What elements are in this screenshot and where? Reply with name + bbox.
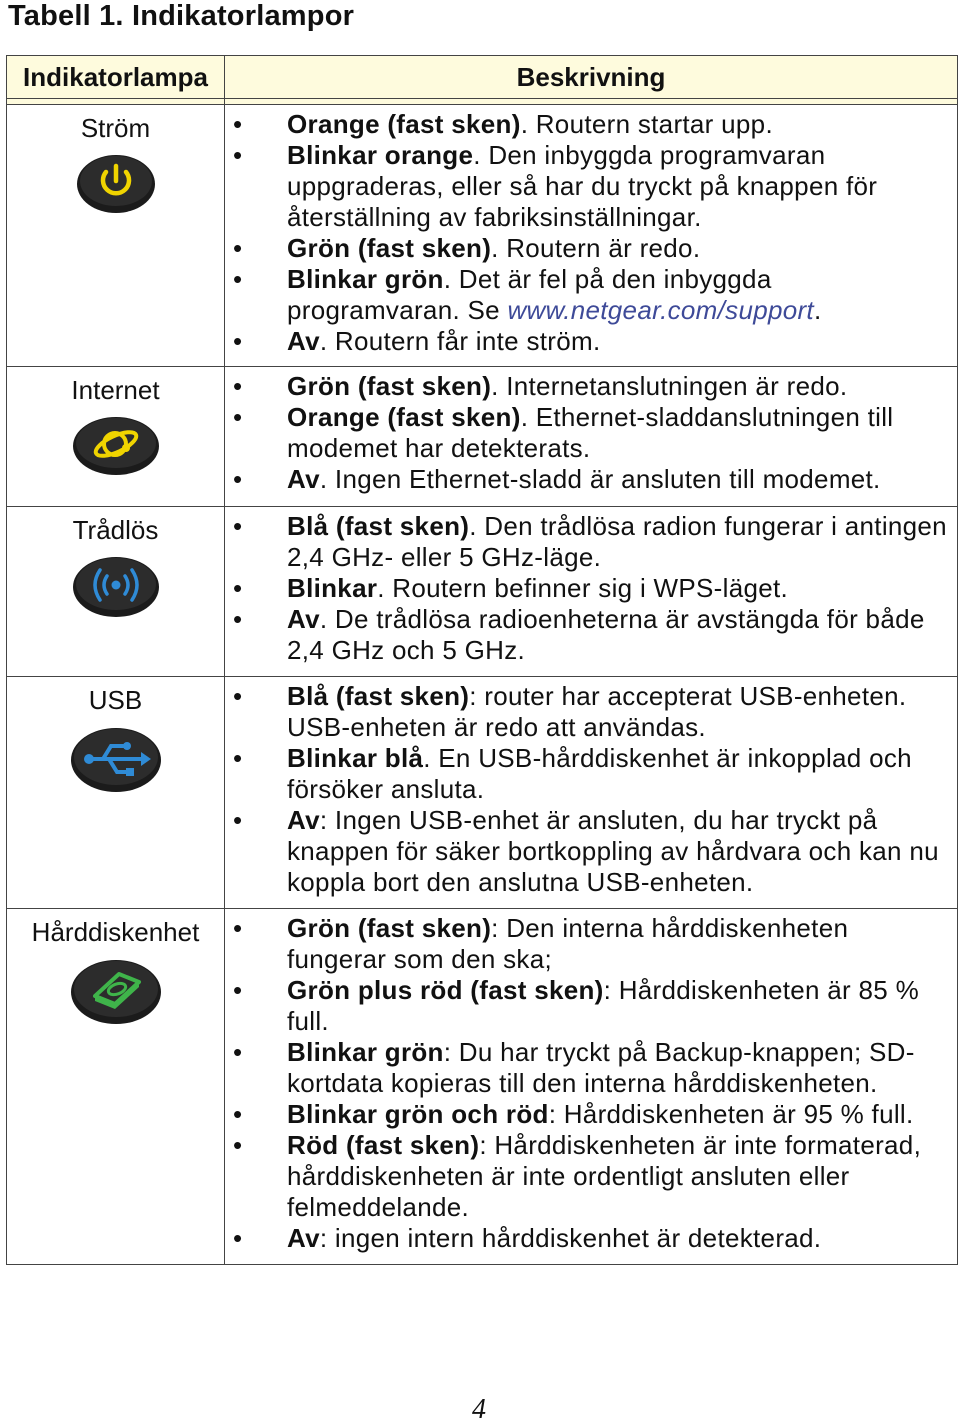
lamp-name: Internet — [71, 375, 160, 405]
internet-icon — [71, 414, 161, 476]
table-row — [7, 507, 958, 677]
table-row — [7, 367, 958, 507]
list-item: • Röd (fast sken): Hårddiskenheten är inte formaterad, hårddiskenheten är inte ordentligt ansluten eller felmeddelande. — [225, 1130, 949, 1223]
list-item: • Grön (fast sken). Routern är redo. — [225, 233, 949, 264]
description-list — [225, 511, 949, 666]
netgear-support-link[interactable]: www.netgear.com/support — [507, 295, 814, 325]
list-item: • Av. Routern får inte ström. — [225, 326, 949, 357]
lamp-name: USB — [88, 685, 143, 715]
table-row — [7, 909, 958, 1265]
list-item: • Blå (fast sken): router har accepterat USB-enheten. USB-enheten är redo att användas. — [225, 681, 949, 743]
list-item: • Av. De trådlösa radioenheterna är avstängda för både 2,4 GHz och 5 GHz. — [225, 604, 949, 666]
page-number: 4 — [472, 1394, 486, 1425]
list-item: • Blinkar grön. Det är fel på den inbyggda programvaran. Se www.netgear.com/support. — [225, 264, 949, 326]
list-item: • Grön (fast sken). Internetanslutningen är redo. — [225, 371, 949, 402]
hard-drive-icon — [69, 956, 163, 1026]
list-item: • Grön plus röd (fast sken): Hårddiskenheten är 85 % full. — [225, 975, 949, 1037]
description-list — [225, 681, 949, 898]
usb-icon — [69, 724, 163, 794]
table-header-row — [7, 56, 958, 99]
table-title: Tabell 1. Indikatorlampor — [8, 0, 355, 32]
list-item: • Av. Ingen Ethernet-sladd är ansluten till modemet. — [225, 464, 949, 495]
lamp-name: Ström — [80, 113, 151, 143]
list-item: • Blå (fast sken). Den trådlösa radion fungerar i antingen 2,4 GHz- eller 5 GHz-läge. — [225, 511, 949, 573]
list-item: • Blinkar blå. En USB-hårddiskenhet är inkopplad och försöker ansluta. — [225, 743, 949, 805]
list-item: • Blinkar grön: Du har tryckt på Backup-knappen; SD-kortdata kopieras till den interna hårddiskenheten. — [225, 1037, 949, 1099]
lamp-name: Trådlös — [72, 515, 159, 545]
power-icon — [75, 152, 157, 214]
description-list — [225, 109, 949, 357]
list-item: • Av: ingen intern hårddiskenhet är detekterad. — [225, 1223, 949, 1254]
indicator-table — [6, 55, 958, 1265]
list-item: • Blinkar grön och röd: Hårddiskenheten är 95 % full. — [225, 1099, 949, 1130]
list-item: • Blinkar. Routern befinner sig i WPS-läget. — [225, 573, 949, 604]
description-list — [225, 913, 949, 1254]
wireless-icon — [71, 554, 161, 618]
header-indikatorlampa: Indikatorlampa — [7, 56, 225, 99]
table-row — [7, 105, 958, 367]
list-item: • Blinkar orange. Den inbyggda programvaran uppgraderas, eller så har du tryckt på knappen för återställning av fabriksinställningar. — [225, 140, 949, 233]
list-item: • Orange (fast sken). Ethernet-sladdanslutningen till modemet har detekterats. — [225, 402, 949, 464]
lamp-name: Hårddiskenhet — [31, 917, 200, 947]
description-list — [225, 371, 949, 495]
header-beskrivning: Beskrivning — [225, 56, 958, 99]
list-item: • Av: Ingen USB-enhet är ansluten, du har tryckt på knappen för säker bortkoppling av hårdvara och kan nu koppla bort den anslutna USB-enheten. — [225, 805, 949, 898]
list-item: • Orange (fast sken). Routern startar upp. — [225, 109, 949, 140]
list-item: • Grön (fast sken): Den interna hårddiskenheten fungerar som den ska; — [225, 913, 949, 975]
table-row — [7, 677, 958, 909]
